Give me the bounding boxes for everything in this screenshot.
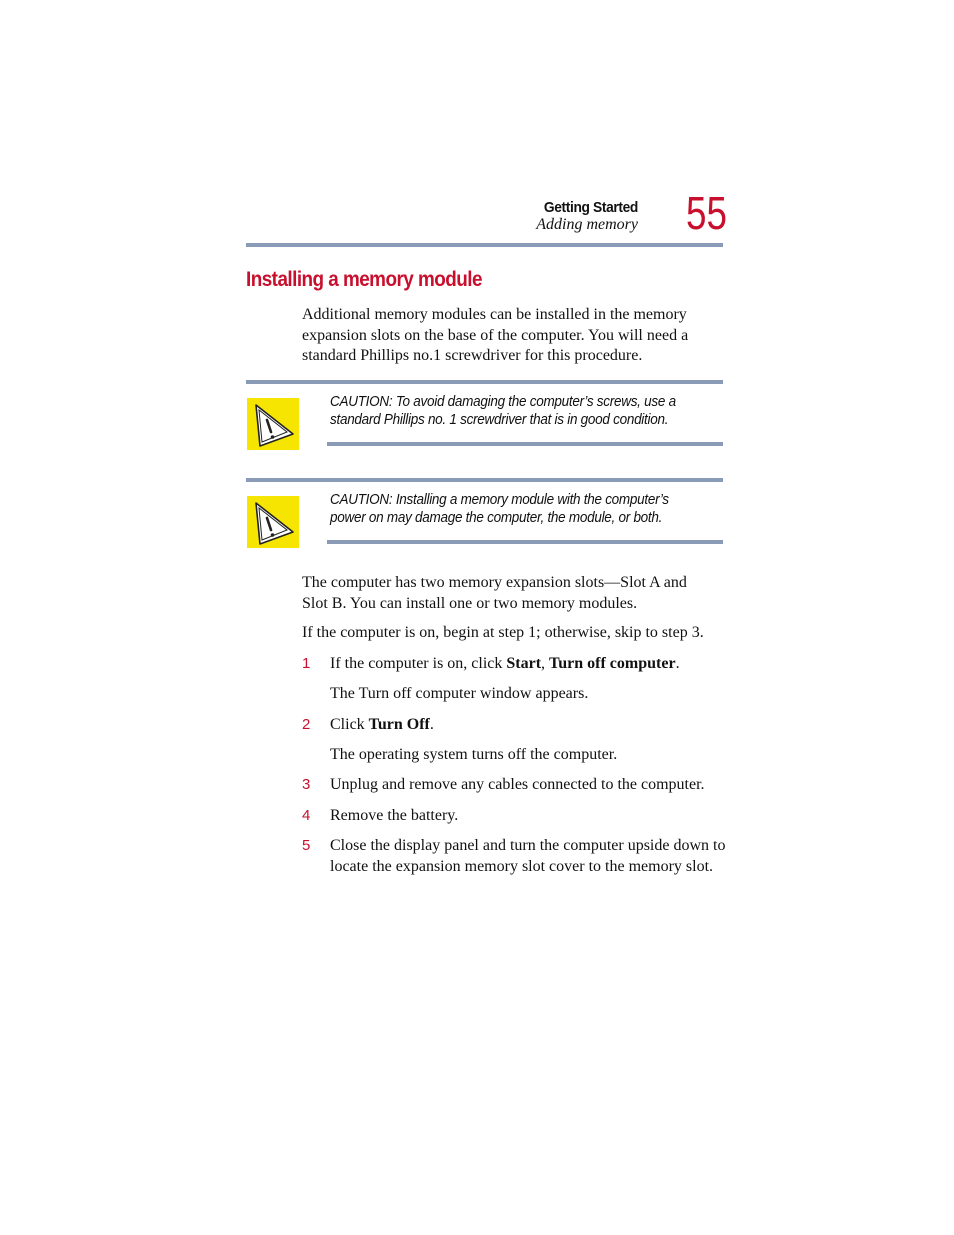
section-heading: Installing a memory module: [246, 268, 482, 291]
turn-off-computer-label: Turn off computer: [549, 655, 676, 672]
start-menu-label: Start: [506, 655, 542, 672]
intro-line: Additional memory modules can be installed in the memory: [302, 306, 687, 323]
caution-text: [330, 393, 717, 428]
intro-line: expansion slots on the base of the computer. You will need a: [302, 326, 689, 344]
step-number: 3: [302, 776, 311, 793]
slots-line: The computer has two memory expansion slots—Slot A and: [302, 574, 687, 591]
running-header-chapter: Getting Started: [543, 199, 638, 216]
step-text: Unplug and remove any cables connected to the computer.: [330, 776, 705, 793]
caution-icon: [247, 496, 299, 548]
caution-text: [330, 491, 717, 526]
step-number: 2: [302, 716, 311, 733]
caution-line: standard Phillips no. 1 screwdriver that is in good condition.: [330, 410, 669, 428]
step-text: [330, 836, 730, 877]
caution-top-rule: [246, 380, 723, 384]
step-result: The Turn off computer window appears.: [330, 685, 589, 702]
step-number: 1: [302, 655, 311, 672]
step-text: Remove the battery.: [330, 807, 459, 824]
slots-paragraph: [302, 573, 732, 614]
caution-top-rule: [246, 478, 723, 482]
step-number: 4: [302, 807, 311, 824]
intro-line: standard Phillips no.1 screwdriver for this procedure.: [302, 347, 643, 364]
slots-line: Slot B. You can install one or two memory modules.: [302, 594, 638, 612]
step-result: The operating system turns off the computer.: [330, 746, 618, 763]
step-text: Click Turn Off.: [330, 716, 434, 733]
caution-icon: [247, 398, 299, 450]
start-instruction: If the computer is on, begin at step 1; otherwise, skip to step 3.: [302, 624, 704, 641]
step-number: 5: [302, 837, 311, 854]
step-line: locate the expansion memory slot cover to the memory slot.: [330, 857, 714, 875]
caution-line: CAUTION: To avoid damaging the computer’s screws, use a: [330, 393, 676, 410]
intro-paragraph: [302, 305, 732, 367]
caution-line: CAUTION: Installing a memory module with the computer’s: [330, 491, 669, 508]
caution-line: power on may damage the computer, the module, or both.: [330, 508, 663, 526]
page-number: 55: [686, 187, 727, 239]
caution-bottom-rule: [327, 540, 723, 544]
step-text: If the computer is on, click Start, Turn off computer.: [330, 655, 680, 672]
running-header-section: Adding memory: [536, 216, 638, 233]
step-line: Close the display panel and turn the computer upside down to: [330, 837, 726, 854]
caution-bottom-rule: [327, 442, 723, 446]
turn-off-label: Turn Off: [368, 716, 430, 733]
header-rule: [246, 243, 723, 247]
